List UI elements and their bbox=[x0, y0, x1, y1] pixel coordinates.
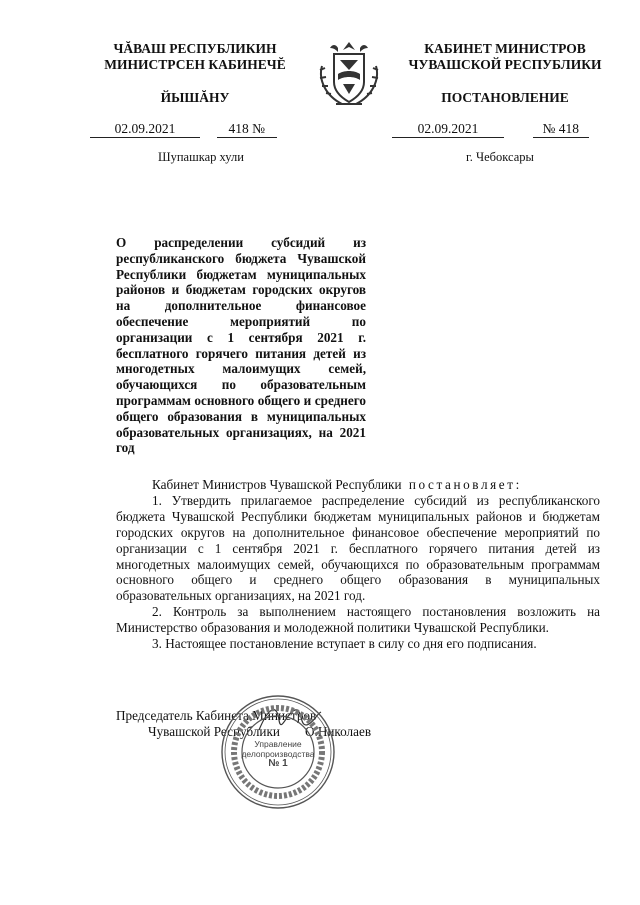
header-right bbox=[400, 41, 610, 73]
header-right-line2: ЧУВАШСКОЙ РЕСПУБЛИКИ bbox=[408, 57, 602, 72]
right-number: № 418 bbox=[533, 121, 589, 138]
official-stamp bbox=[219, 693, 337, 811]
preamble-verb: постановляет: bbox=[408, 477, 522, 492]
stamp-line1: Управление bbox=[254, 739, 302, 749]
right-date: 02.09.2021 bbox=[392, 121, 504, 138]
chuvash-emblem-icon bbox=[314, 36, 384, 108]
header-left-line2: МИНИСТРСЕН КАБИНЕЧĔ bbox=[104, 57, 286, 72]
left-city: Шупашкар хули bbox=[158, 150, 244, 164]
right-city: г. Чебоксары bbox=[466, 150, 534, 164]
header-right-line1: КАБИНЕТ МИНИСТРОВ bbox=[424, 41, 586, 56]
doc-type-chuvash: ЙЫШĂНУ bbox=[160, 90, 230, 105]
preamble bbox=[116, 477, 600, 493]
doc-type-russian: ПОСТАНОВЛЕНИЕ bbox=[441, 90, 569, 105]
paragraph-1: 1. Утвердить прилагаемое распределение субсидий из республиканского бюджета Чувашской Республики бюджетам муниципальных районов и бюджетам городских округов на дополнительное финансовое обеспечение мероприятий по организации с 1 сентября 2021 г. бесплатного горячего питания детей из многодетных малоимущих семей, обучающихся по образовательным программам основного общего и среднего общего образования в муниципальных образовательных организациях, на 2021 год. bbox=[116, 492, 600, 604]
right-date-row bbox=[392, 121, 589, 138]
stamp-text bbox=[219, 739, 337, 769]
stamp-line2: делопроизводства bbox=[241, 749, 315, 759]
preamble-prefix: Кабинет Министров Чувашской Республики bbox=[152, 477, 402, 492]
left-date: 02.09.2021 bbox=[90, 121, 200, 138]
left-date-row bbox=[90, 121, 277, 138]
stamp-line3: № 1 bbox=[268, 758, 288, 769]
signature-line2: Чувашской Республики bbox=[148, 724, 280, 739]
document-body bbox=[116, 477, 600, 652]
paragraph-3: 3. Настоящее постановление вступает в силу со дня его подписания. bbox=[152, 636, 537, 652]
signature-line1: Председатель Кабинета Министров bbox=[116, 708, 317, 723]
document-title: О распределении субсидий из республиканского бюджета Чувашской Республики бюджетам муниципальных районов и бюджетам городских округов на дополнительное финансовое обеспечение мероприятий по организации с 1 сентября 2021 г. бесплатного горячего питания детей из многодетных малоимущих семей, обучающихся по образовательным программам основного общего и среднего общего образования в муниципальных образовательных организациях, на 2021 год bbox=[116, 235, 366, 456]
paragraph-2: 2. Контроль за выполнением настоящего постановления возложить на Министерство образования и молодежной политики Чувашской Республики. bbox=[116, 604, 600, 636]
header-left-line1: ЧĂВАШ РЕСПУБЛИКИН bbox=[113, 41, 277, 56]
left-number: 418 № bbox=[217, 121, 277, 138]
signature-name: О.Николаев bbox=[305, 724, 372, 739]
header-left bbox=[95, 41, 295, 73]
